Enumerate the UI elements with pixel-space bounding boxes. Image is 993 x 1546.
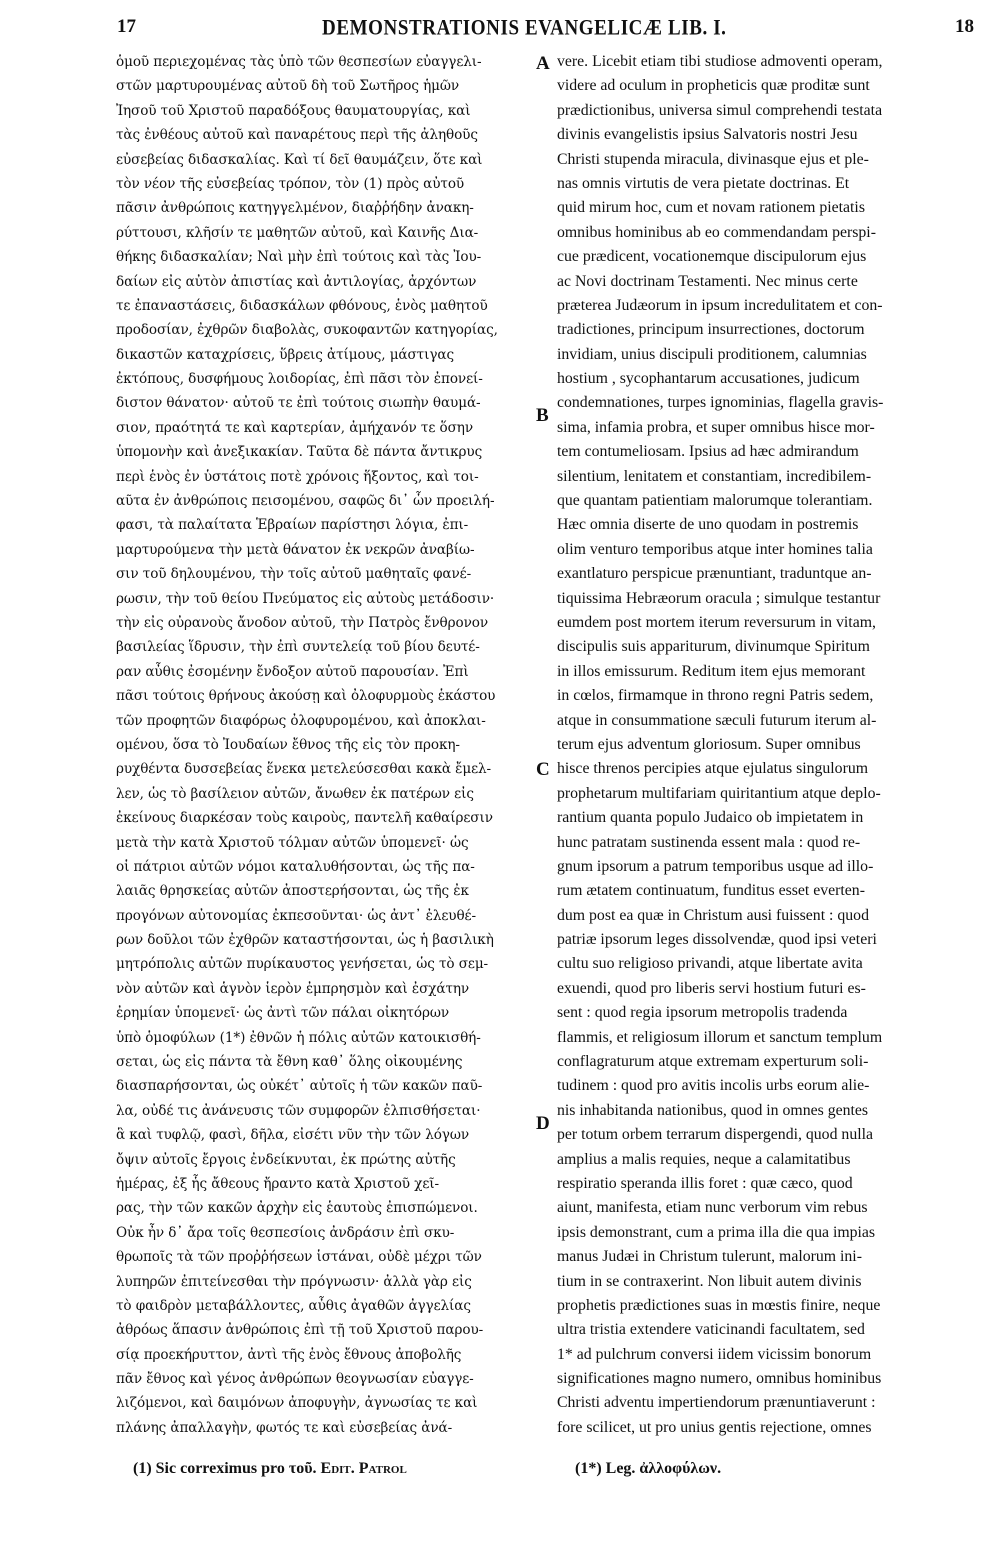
greek-line: ρυχθέντα δυσσεβείας ἕνεκα μετελεύσεσθαι κακὰ ἔμελ-	[116, 761, 492, 778]
footnote-left-text: (1) Sic correximus pro τοῦ.	[133, 1460, 317, 1477]
greek-line: ἀθρόως ἅπασιν ἀνθρώποις ἐπὶ τῇ τοῦ Χριστοῦ παρου-	[116, 1322, 484, 1339]
latin-line: manus Judæi in Christum tulerunt, malorum ini-	[557, 1248, 862, 1266]
latin-line: prædictionibus, universa simul comprehendi testata	[557, 101, 883, 119]
latin-line: ac Novi doctrinam Testamenti. Nec minus certe	[557, 272, 858, 290]
greek-line: προγόνων αὐτονομίας ἐκπεσοῦνται· ὡς ἀντ᾽ ἐλευθέ-	[116, 907, 476, 924]
greek-line: θήκης διδασκαλίαν; Ναὶ μὴν ἐπὶ τούτοις καὶ τὰς Ἰου-	[116, 249, 482, 266]
greek-line: ραν αὖθις ἐσομένην ἔνδοξον αὐτοῦ παρουσίαν. Ἐπὶ	[116, 663, 469, 680]
greek-line: τῶν προφητῶν διαφόρως ὀλοφυρομένου, καὶ ἀποκλαι-	[116, 712, 486, 729]
greek-line: λιζόμενοι, καὶ δαιμόνων ἀποφυγὴν, ἀγνωσίας τε καὶ	[116, 1395, 478, 1412]
latin-line: exuendi, quod pro liberis servi hostium futuri es-	[557, 979, 866, 997]
greek-line: μητρόπολις αὐτῶν πυρίκαυστος γενήσεται, ὡς τὸ σεμ-	[116, 956, 489, 973]
greek-line: ἃ καὶ τυφλῷ, φασὶ, δῆλα, εἰσέτι νῦν τὴν τῶν λόγων	[116, 1127, 469, 1144]
greek-line: νὸν αὐτῶν καὶ ἁγνὸν ἱερὸν ἐμπρησμὸν καὶ ἐσχάτην	[116, 980, 470, 997]
greek-line: λαιᾶς θρησκείας αὐτῶν ἀποστερήσονται, ὡς τῆς ἐκ	[116, 883, 469, 900]
latin-line: olim venturo temporibus atque inter homines talia	[557, 540, 873, 558]
greek-line: στῶν μαρτυρουμένας αὐτοῦ δὴ τοῦ Σωτῆρος ἡμῶν	[116, 78, 460, 95]
latin-line: gnum ipsorum a patrum temporibus usque ad illo-	[557, 857, 874, 875]
greek-line: ὁμοῦ περιεχομένας τὰς ὑπὸ τῶν θεσπεσίων εὐαγγελι-	[116, 54, 482, 70]
latin-line: tem contumeliosam. Ipsius ad hæc admirandum	[557, 443, 859, 461]
latin-line: Hæc omnia diserte de uno quodam in postremis	[557, 516, 859, 534]
greek-line: ρύττουσι, κλῆσίν τε μαθητῶν αὐτοῦ, καὶ Καινῆς Δια-	[116, 224, 479, 241]
margin-marker-d: D	[536, 1113, 550, 1134]
greek-line: πλάνης ἀπαλλαγὴν, φωτός τε καὶ εὐσεβείας ἀνά-	[116, 1419, 453, 1436]
latin-line: significationes magno numero, omnibus hominibus	[557, 1370, 882, 1388]
greek-line: θρωποῖς τὰ τῶν προῤῥήσεων ἱστάναι, οὐδὲ μέχρι τῶν	[116, 1249, 482, 1266]
footnote-left-source: Edit. Patrol	[320, 1460, 407, 1477]
greek-line: ἐκτόπους, δυσφήμους λοιδορίας, ἐπὶ πᾶσι τὸν ἐπονεί-	[116, 371, 483, 388]
greek-line: μαρτυρούμενα τὴν μετὰ θάνατον ἐκ νεκρῶν ἀναβίω-	[116, 541, 475, 558]
running-header	[0, 12, 993, 42]
latin-line: videre ad oculum in propheticis quæ proditæ sunt	[557, 77, 870, 95]
latin-line: sima, infamia probra, et super omnibus hisce mor-	[557, 418, 875, 436]
latin-line: nis inhabitanda nationibus, quod in omnes gentes	[557, 1101, 869, 1119]
greek-line: δικαστῶν καταχρίσεις, ὕβρεις ἀτίμους, μάστιγας	[116, 346, 454, 363]
greek-line: λα, οὐδέ τις ἀνάνευσις τῶν συμφορῶν ἐλπισθήσεται·	[116, 1102, 481, 1119]
greek-line: οἱ πάτριοι αὐτῶν νόμοι καταλυθήσονται, ὡς τῆς πα-	[116, 858, 475, 875]
greek-line: Οὐκ ἦν δ᾽ ἄρα τοῖς θεσπεσίοις ἀνδράσιν ἐπὶ σκυ-	[116, 1224, 455, 1241]
latin-line: tium in se contraxerint. Non libuit autem divinis	[557, 1272, 862, 1290]
latin-line: discipulis suis appariturum, divinumque Spiritum	[557, 638, 870, 656]
latin-line: que quantam patientiam malorumque tolerantiam.	[557, 492, 873, 510]
greek-line: εὐσεβείας διδασκαλίας. Καὶ τί δεῖ θαυμάζειν, ὅτε καὶ	[116, 151, 483, 168]
latin-line: rantium quanta populo Judaico ob impietatem in	[557, 809, 864, 827]
latin-line: prophetarum multifariam quiritantium atque deplo-	[557, 784, 881, 802]
latin-line: in illos emissurum. Reditum item ejus memorant	[557, 662, 866, 680]
latin-line: cultu suo religioso privandi, atque libertate avita	[557, 955, 863, 973]
greek-line: ἐρημίαν ὑπομενεῖ· ὡς ἀντὶ τῶν πάλαι οἰκητόρων	[116, 1005, 449, 1022]
latin-line: quid mirum hoc, cum et novam rationem pietatis	[557, 199, 865, 217]
latin-line: tudinem : quod pro avitis incolis urbs eorum alie-	[557, 1077, 870, 1095]
latin-line: omnibus hominibus ab eo commendandam perspi-	[557, 223, 876, 241]
greek-line: ρας, τὴν τῶν κακῶν ἀρχὴν εἰς ἑαυτοὺς ἐπισπώμενοι.	[116, 1200, 478, 1217]
greek-line: προδοσίαν, ἐχθρῶν διαβολὰς, συκοφαντῶν κατηγορίας,	[116, 322, 498, 339]
latin-line: tradictiones, principum insurrectiones, doctorum	[557, 321, 865, 339]
greek-line: τὴν εἰς οὐρανοὺς ἄνοδον αὐτοῦ, τὴν Πατρὸς ἔνθρονον	[116, 614, 489, 631]
greek-line: σιον, πραότητά τε καὶ καρτερίαν, ἀμήχανόν τε ὅσην	[116, 419, 473, 436]
latin-line: silentium, lenitatem et constantiam, incredibilem-	[557, 467, 872, 485]
greek-line: ρωσιν, τὴν τοῦ θείου Πνεύματος εἰς αὐτοὺς μετάδοσιν·	[116, 590, 495, 607]
footnote-left	[133, 1460, 407, 1478]
latin-line: Christi stupenda miracula, divinasque ejus et ple-	[557, 150, 869, 168]
greek-line: ομένου, ὅσα τὸ Ἰουδαίων ἔθνος τῆς εἰς τὸν προκη-	[116, 736, 460, 753]
greek-line: διασπαρήσονται, ὡς οὐκέτ᾽ αὐτοῖς ἡ τῶν κακῶν παῦ-	[116, 1078, 483, 1095]
greek-line: διστον θάνατον· αὐτοῦ τε ἐπὶ τούτοις σιωπὴν θαυμά-	[116, 395, 481, 412]
latin-line: 1* ad pulchrum conversi iidem vicissim bonorum	[557, 1345, 872, 1363]
latin-line: tiquissima Hebræorum oracula ; simulque testantur	[557, 589, 881, 607]
latin-line: ultra tristia extendere vaticinandi facultatem, sed	[557, 1321, 865, 1339]
latin-line: præterea Judæorum in ipsum incredulitatem et con-	[557, 296, 883, 314]
latin-line: exantlaturo perspicue prænuntiant, traduntque an-	[557, 565, 872, 583]
greek-line: Ἰησοῦ τοῦ Χριστοῦ παραδόξους θαυματουργίας, καὶ	[116, 102, 471, 119]
latin-line: conflagraturum atque extremam experturum soli-	[557, 1053, 869, 1071]
latin-line: hostium , sycophantarum accusationes, judicum	[557, 370, 860, 388]
footnote-right: (1*) Leg. ἀλλοφύλων.	[575, 1460, 722, 1477]
greek-line: μετὰ τὴν κατὰ Χριστοῦ τόλμαν αὐτῶν ὑπομενεῖ· ὡς	[116, 834, 469, 851]
latin-line: invidiam, unius discipuli proditionem, calumnias	[557, 345, 867, 363]
latin-line: ipsis demonstrant, cum a prima illa die qua impias	[557, 1223, 876, 1241]
latin-column	[557, 50, 975, 1440]
latin-line: cue prædicent, vocationemque discipulorum ejus	[557, 248, 867, 266]
greek-line: λεν, ὡς τὸ βασίλειον αὐτῶν, ἄνωθεν ἐκ πατέρων εἰς	[116, 785, 474, 802]
latin-line: rum ætatem continuatum, funditus esset everten-	[557, 882, 865, 900]
latin-line: Christi adventu impertiendorum prænuntiaverunt :	[557, 1394, 876, 1412]
greek-line: τὸν νέον τῆς εὐσεβείας τρόπον, τὸν (1) πρὸς αὐτοῦ	[116, 175, 465, 192]
latin-line: eumdem post mortem iterum reversurum in vitam,	[557, 613, 876, 631]
latin-line: nas omnis virtutis de vera pietate doctrinas. Et	[557, 174, 850, 192]
latin-line: sent : quod regia ipsorum metropolis tradenda	[557, 1004, 848, 1022]
greek-line: σιν τοῦ δηλουμένου, τὴν τοῖς αὐτοῦ μαθηταῖς φανέ-	[116, 566, 472, 583]
latin-line: aiunt, manifesta, etiam nunc verborum vim rebus	[557, 1199, 868, 1217]
greek-line: πᾶν ἔθνος καὶ γένος ἀνθρώπων θεογνωσίαν εὐαγγε-	[116, 1371, 474, 1388]
latin-line: patriæ ipsorum leges dissolvendæ, quod ipsi veteri	[557, 931, 877, 949]
latin-line: amplius a malis requies, neque a calamitatibus	[557, 1150, 851, 1168]
greek-line: ρων δοῦλοι τῶν ἐχθρῶν καταστήσονται, ὡς ἡ βασιλικὴ	[116, 932, 494, 949]
page-number-left: 17	[117, 16, 136, 37]
greek-line: ἡμέρας, ἐξ ἧς ἄθεους ἤραντο κατὰ Χριστοῦ χεῖ-	[116, 1175, 439, 1192]
latin-line: in cœlos, firmamque in throno regni Patris sedem,	[557, 687, 874, 705]
greek-line: τε ἐπαναστάσεις, διδασκάλων φθόνους, ἑνὸς μαθητοῦ	[116, 297, 488, 314]
greek-line: ἐκείνους διαρκέσαν τοὺς καιροὺς, παντελῆ καθαίρεσιν	[116, 810, 493, 827]
latin-line: vere. Licebit etiam tibi studiose admoventi operam,	[557, 53, 883, 70]
greek-line: ὄψιν αὐτοῖς ἔργοις ἐνδείκνυται, ἐκ πρώτης αὐτῆς	[116, 1151, 456, 1168]
latin-line: per totum orbem terrarum dispergendi, quod nulla	[557, 1126, 874, 1144]
latin-line: respiratio speranda illis foret : quæ cæco, quod	[557, 1174, 853, 1192]
latin-line: hunc patratam sustinenda essent mala : quod re-	[557, 833, 861, 851]
greek-line: βασιλείας ἵδρυσιν, τὴν ἐπὶ συντελείᾳ τοῦ βίου δευτέ-	[116, 639, 480, 656]
latin-line: divinis evangelistis ipsius Salvatoris nostri Jesu	[557, 126, 858, 144]
margin-marker-a: A	[536, 53, 550, 74]
latin-line: dum post ea quæ in Christum ausi fuissent : quod	[557, 906, 869, 924]
greek-line: σίᾳ προεκήρυττον, ἀντὶ τῆς ἑνὸς ἔθνους ἀποβολῆς	[116, 1346, 462, 1363]
latin-line: terum ejus adventum gloriosum. Super omnibus	[557, 735, 861, 753]
greek-line: πᾶσιν ἀνθρώποις κατηγγελμένον, διαῤῥήδην ἀνακη-	[116, 200, 474, 217]
greek-line: αῦτα ἐν ἀνθρώποις πεισομένου, σαφῶς δι᾽ ὧν προειλή-	[116, 493, 495, 510]
latin-line: condemnationes, turpes ignominias, flagella gravis-	[557, 394, 884, 412]
latin-line: flammis, et religiosum illorum et sanctum templum	[557, 1028, 883, 1046]
greek-line: λυπηρῶν ἐπιτείνεσθαι τὴν πρόγνωσιν· ἀλλὰ γὰρ εἰς	[116, 1273, 472, 1290]
greek-line: σεται, ὡς εἰς πάντα τὰ ἔθνη καθ᾽ ὅλης οἰκουμένης	[116, 1054, 463, 1071]
latin-line: atque in consummatione sæculi futurum iterum al-	[557, 711, 877, 729]
latin-line: fore scilicet, ut pro unius gentis rejectione, omnes	[557, 1418, 872, 1436]
greek-line: φασι, τὰ παλαίτατα Ἑβραίων παρίστησι λόγια, ἐπι-	[116, 517, 469, 534]
greek-line: περὶ ἑνὸς ἐν ὑστάτοις ποτὲ χρόνοις ἥξοντος, καὶ τοι-	[116, 468, 479, 485]
latin-line: hisce threnos percipies atque ejulatus singulorum	[557, 760, 869, 778]
greek-line: πᾶσι τούτοις θρήνους ἀκούσῃ καὶ ὀλοφυρμοὺς ἑκάστου	[116, 688, 496, 705]
greek-line: τὸ φαιδρὸν μεταβάλλοντες, αὖθις ἀγαθῶν ἀγγελίας	[116, 1297, 471, 1314]
running-title: DEMONSTRATIONIS EVANGELICÆ LIB. I.	[322, 16, 727, 41]
greek-line: τὰς ἐνθέους αὐτοῦ καὶ παναρέτους περὶ τῆς ἀληθοῦς	[116, 127, 478, 144]
page-number-right: 18	[955, 16, 974, 37]
greek-column	[116, 50, 528, 1440]
margin-marker-c: C	[536, 759, 550, 780]
greek-line: δαίων εἰς αὐτὸν ἀπιστίας καὶ ἀντιλογίας, ἀρχόντων	[116, 273, 477, 290]
latin-line: prophetis prædictiones suas in mœstis finire, neque	[557, 1296, 881, 1314]
margin-marker-b: B	[536, 405, 549, 426]
greek-line: ὑπὸ ὁμοφύλων (1*) ἐθνῶν ἡ πόλις αὐτῶν κατοικισθή-	[116, 1029, 481, 1046]
greek-line: ὑπομονὴν καὶ ἀνεξικακίαν. Ταῦτα δὲ πάντα ἄντικρυς	[116, 444, 483, 461]
